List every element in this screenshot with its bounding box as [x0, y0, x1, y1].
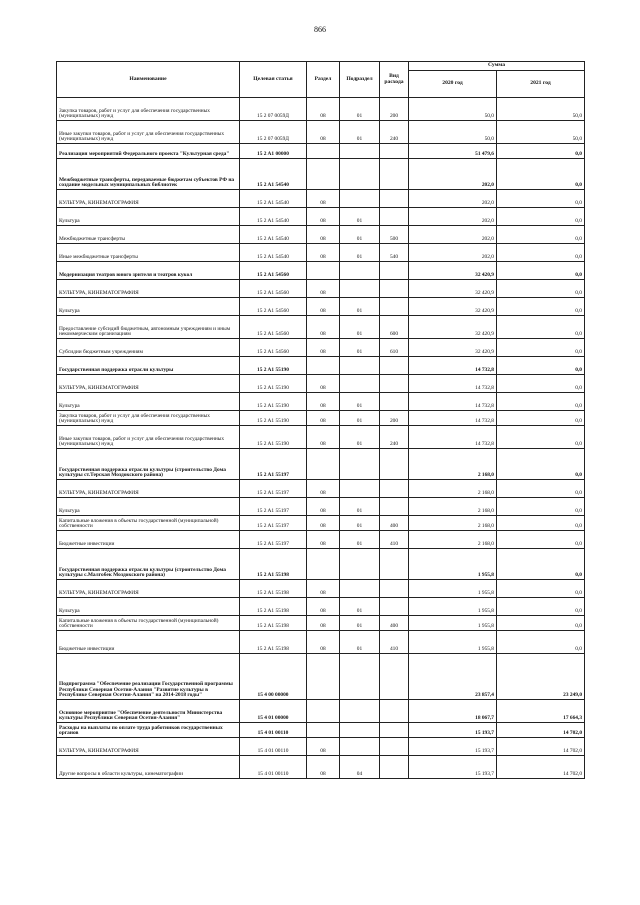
- row-section-cell: 08: [307, 498, 340, 516]
- row-target-article-cell: 15 2 A1 55198: [240, 631, 307, 654]
- row-subsection-cell: 01: [340, 516, 380, 531]
- row-subsection-cell: 01: [340, 426, 380, 449]
- table-row: [57, 738, 585, 756]
- row-target-article-cell: 15 4 00 00000: [240, 654, 307, 700]
- row-subsection-cell: 01: [340, 411, 380, 426]
- table-row: [57, 498, 585, 516]
- row-amount-2020-cell: 202,0: [409, 244, 497, 262]
- row-expense-type-cell: [380, 357, 409, 375]
- row-subsection-cell: [340, 375, 380, 393]
- row-expense-type-cell: 400: [380, 616, 409, 631]
- row-amount-2020-cell: 14 732,8: [409, 357, 497, 375]
- row-target-article-cell: 15 2 07 0059Д: [240, 98, 307, 121]
- table-row: [57, 316, 585, 339]
- row-amount-2020-cell: 202,0: [409, 208, 497, 226]
- row-section-cell: 08: [307, 516, 340, 531]
- row-expense-type-cell: [380, 654, 409, 700]
- row-amount-2021-cell: 14 702,0: [497, 756, 585, 779]
- row-target-article-cell: 15 2 A1 55190: [240, 411, 307, 426]
- row-amount-2021-cell: 0,0: [497, 516, 585, 531]
- row-section-cell: 08: [307, 316, 340, 339]
- row-name-cell: КУЛЬТУРА, КИНЕМАТОГРАФИЯ: [57, 190, 240, 208]
- row-expense-type-cell: [380, 723, 409, 738]
- row-expense-type-cell: 610: [380, 339, 409, 357]
- row-subsection-cell: [340, 280, 380, 298]
- row-amount-2021-cell: 0,0: [497, 226, 585, 244]
- row-target-article-cell: 15 4 01 00000: [240, 700, 307, 723]
- row-expense-type-cell: [380, 298, 409, 316]
- row-section-cell: [307, 549, 340, 580]
- row-name-cell: Государственная поддержка отрасли культуры (строительство Дома культуры с.Малгобек Моздокского района): [57, 549, 240, 580]
- row-name-cell: КУЛЬТУРА, КИНЕМАТОГРАФИЯ: [57, 580, 240, 598]
- row-amount-2021-cell: 0,0: [497, 411, 585, 426]
- row-expense-type-cell: [380, 393, 409, 411]
- row-amount-2021-cell: 17 664,3: [497, 700, 585, 723]
- row-target-article-cell: 15 2 A1 55190: [240, 357, 307, 375]
- row-name-cell: Культура: [57, 208, 240, 226]
- row-amount-2020-cell: 18 067,7: [409, 700, 497, 723]
- row-amount-2020-cell: 23 857,4: [409, 654, 497, 700]
- row-amount-2021-cell: 0,0: [497, 298, 585, 316]
- row-target-article-cell: 15 2 A1 55190: [240, 426, 307, 449]
- row-target-article-cell: 15 2 A1 55197: [240, 531, 307, 549]
- row-expense-type-cell: [380, 580, 409, 598]
- row-amount-2020-cell: 1 955,8: [409, 580, 497, 598]
- row-expense-type-cell: 540: [380, 244, 409, 262]
- row-amount-2020-cell: 32 420,9: [409, 339, 497, 357]
- row-amount-2021-cell: 0,0: [497, 144, 585, 159]
- row-expense-type-cell: [380, 159, 409, 190]
- row-subsection-cell: [340, 144, 380, 159]
- table-row: [57, 426, 585, 449]
- row-amount-2021-cell: 14 702,0: [497, 723, 585, 738]
- row-section-cell: 08: [307, 480, 340, 498]
- row-subsection-cell: [340, 262, 380, 280]
- row-target-article-cell: 15 4 01 00110: [240, 738, 307, 756]
- row-section-cell: 08: [307, 375, 340, 393]
- row-target-article-cell: 15 2 A1 54540: [240, 159, 307, 190]
- row-subsection-cell: [340, 738, 380, 756]
- row-subsection-cell: 04: [340, 756, 380, 779]
- table-row: [57, 480, 585, 498]
- row-section-cell: 08: [307, 190, 340, 208]
- row-section-cell: 08: [307, 121, 340, 144]
- row-section-cell: [307, 449, 340, 480]
- row-target-article-cell: 15 2 A1 00000: [240, 144, 307, 159]
- table-body: [57, 98, 585, 779]
- row-amount-2020-cell: 2 168,0: [409, 516, 497, 531]
- row-target-article-cell: 15 2 A1 54560: [240, 262, 307, 280]
- row-section-cell: [307, 723, 340, 738]
- row-subsection-cell: 01: [340, 244, 380, 262]
- row-section-cell: 08: [307, 531, 340, 549]
- table-row: [57, 298, 585, 316]
- row-name-cell: Иные закупки товаров, работ и услуг для обеспечения государственных (муниципальных) нужд: [57, 121, 240, 144]
- row-subsection-cell: [340, 357, 380, 375]
- row-section-cell: 08: [307, 756, 340, 779]
- row-name-cell: Подпрограмма "Обеспечение реализации Государственной программы Республики Северная Осетия-Алания "Развитие культуры в Республике Северная Осетия-Алания" на 2014-2018 годы": [57, 654, 240, 700]
- table-row: [57, 226, 585, 244]
- row-amount-2021-cell: 0,0: [497, 262, 585, 280]
- row-amount-2020-cell: 2 168,0: [409, 498, 497, 516]
- row-amount-2020-cell: 50,0: [409, 98, 497, 121]
- table-row: [57, 208, 585, 226]
- row-name-cell: Бюджетные инвестиции: [57, 531, 240, 549]
- row-expense-type-cell: [380, 208, 409, 226]
- row-amount-2020-cell: 2 168,0: [409, 531, 497, 549]
- row-amount-2021-cell: 0,0: [497, 159, 585, 190]
- row-name-cell: Закупка товаров, работ и услуг для обеспечения государственных (муниципальных) нужд: [57, 98, 240, 121]
- row-target-article-cell: 15 2 A1 54560: [240, 298, 307, 316]
- row-target-article-cell: 15 2 07 0059Д: [240, 121, 307, 144]
- row-section-cell: 08: [307, 738, 340, 756]
- table-row: [57, 393, 585, 411]
- row-amount-2020-cell: 51 479,6: [409, 144, 497, 159]
- row-name-cell: Государственная поддержка отрасли культуры: [57, 357, 240, 375]
- row-subsection-cell: 01: [340, 208, 380, 226]
- table-row: [57, 449, 585, 480]
- row-amount-2020-cell: 32 420,9: [409, 262, 497, 280]
- row-target-article-cell: 15 2 A1 55197: [240, 498, 307, 516]
- row-amount-2020-cell: 2 168,0: [409, 480, 497, 498]
- row-amount-2020-cell: 14 732,8: [409, 426, 497, 449]
- row-expense-type-cell: [380, 756, 409, 779]
- row-expense-type-cell: 240: [380, 121, 409, 144]
- row-amount-2021-cell: 0,0: [497, 449, 585, 480]
- row-subsection-cell: [340, 190, 380, 208]
- row-name-cell: Культура: [57, 498, 240, 516]
- row-amount-2021-cell: 0,0: [497, 357, 585, 375]
- row-name-cell: Культура: [57, 598, 240, 616]
- row-expense-type-cell: 410: [380, 531, 409, 549]
- row-target-article-cell: 15 2 A1 54560: [240, 339, 307, 357]
- table-row: [57, 411, 585, 426]
- row-amount-2020-cell: 14 732,8: [409, 375, 497, 393]
- row-target-article-cell: 15 2 A1 55198: [240, 598, 307, 616]
- row-section-cell: [307, 262, 340, 280]
- row-expense-type-cell: 200: [380, 98, 409, 121]
- header-subsection: Подраздел: [340, 62, 380, 98]
- row-amount-2020-cell: 1 955,8: [409, 631, 497, 654]
- row-name-cell: Предоставление субсидий бюджетным, автономным учреждениям и иным некоммерческим организациям: [57, 316, 240, 339]
- row-expense-type-cell: [380, 549, 409, 580]
- row-amount-2021-cell: 0,0: [497, 616, 585, 631]
- table-row: [57, 631, 585, 654]
- row-target-article-cell: 15 2 A1 55198: [240, 549, 307, 580]
- row-target-article-cell: 15 2 A1 55190: [240, 375, 307, 393]
- row-subsection-cell: [340, 159, 380, 190]
- row-subsection-cell: 01: [340, 498, 380, 516]
- table-row: [57, 516, 585, 531]
- table-row: [57, 280, 585, 298]
- table-row: [57, 339, 585, 357]
- row-subsection-cell: 01: [340, 226, 380, 244]
- row-section-cell: 08: [307, 616, 340, 631]
- row-expense-type-cell: 600: [380, 316, 409, 339]
- row-name-cell: Модернизация театров юного зрителя и театров кукол: [57, 262, 240, 280]
- row-amount-2020-cell: 14 732,8: [409, 411, 497, 426]
- row-section-cell: 08: [307, 411, 340, 426]
- row-amount-2020-cell: 202,0: [409, 190, 497, 208]
- row-expense-type-cell: 240: [380, 426, 409, 449]
- row-name-cell: Закупка товаров, работ и услуг для обеспечения государственных (муниципальных) нужд: [57, 411, 240, 426]
- row-expense-type-cell: [380, 700, 409, 723]
- row-name-cell: Государственная поддержка отрасли культуры (строительство Дома культуры ст.Терская Моздокского района): [57, 449, 240, 480]
- row-name-cell: Культура: [57, 393, 240, 411]
- row-section-cell: [307, 357, 340, 375]
- row-subsection-cell: [340, 580, 380, 598]
- table-row: [57, 98, 585, 121]
- row-amount-2021-cell: 0,0: [497, 531, 585, 549]
- row-name-cell: Капитальные вложения в объекты государственной (муниципальной) собственности: [57, 616, 240, 631]
- table-row: [57, 598, 585, 616]
- table-row: [57, 144, 585, 159]
- row-target-article-cell: 15 4 01 00110: [240, 756, 307, 779]
- row-subsection-cell: 01: [340, 316, 380, 339]
- row-section-cell: 08: [307, 393, 340, 411]
- row-section-cell: 08: [307, 98, 340, 121]
- budget-table: [56, 61, 585, 779]
- row-expense-type-cell: [380, 190, 409, 208]
- header-year-2021: 2021 год: [497, 71, 585, 98]
- header-sum: Сумма: [409, 62, 585, 71]
- row-amount-2020-cell: 50,0: [409, 121, 497, 144]
- row-expense-type-cell: [380, 480, 409, 498]
- row-expense-type-cell: 500: [380, 226, 409, 244]
- table-row: [57, 357, 585, 375]
- row-subsection-cell: 01: [340, 631, 380, 654]
- row-name-cell: Реализация мероприятий Федерального проекта "Культурная среда": [57, 144, 240, 159]
- header-section: Раздел: [307, 62, 340, 98]
- table-row: [57, 531, 585, 549]
- row-section-cell: [307, 654, 340, 700]
- row-amount-2021-cell: 50,0: [497, 98, 585, 121]
- row-amount-2020-cell: 202,0: [409, 159, 497, 190]
- table-row: [57, 121, 585, 144]
- row-amount-2021-cell: 23 249,0: [497, 654, 585, 700]
- row-amount-2021-cell: 14 702,0: [497, 738, 585, 756]
- row-amount-2021-cell: 0,0: [497, 480, 585, 498]
- row-subsection-cell: [340, 700, 380, 723]
- table-row: [57, 723, 585, 738]
- header-target-article: Целевая статья: [240, 62, 307, 98]
- row-amount-2021-cell: 0,0: [497, 316, 585, 339]
- row-expense-type-cell: 400: [380, 516, 409, 531]
- row-subsection-cell: [340, 449, 380, 480]
- row-amount-2021-cell: 0,0: [497, 631, 585, 654]
- row-amount-2020-cell: 2 168,0: [409, 449, 497, 480]
- row-name-cell: КУЛЬТУРА, КИНЕМАТОГРАФИЯ: [57, 738, 240, 756]
- row-section-cell: 08: [307, 226, 340, 244]
- row-subsection-cell: 01: [340, 121, 380, 144]
- row-target-article-cell: 15 2 A1 55197: [240, 449, 307, 480]
- row-target-article-cell: 15 2 A1 54560: [240, 316, 307, 339]
- row-amount-2020-cell: 202,0: [409, 226, 497, 244]
- row-expense-type-cell: 410: [380, 631, 409, 654]
- row-section-cell: 08: [307, 244, 340, 262]
- row-name-cell: КУЛЬТУРА, КИНЕМАТОГРАФИЯ: [57, 375, 240, 393]
- header-year-2020: 2020 год: [409, 71, 497, 98]
- row-target-article-cell: 15 2 A1 55197: [240, 480, 307, 498]
- row-section-cell: 08: [307, 208, 340, 226]
- row-name-cell: Другие вопросы в области культуры, кинематографии: [57, 756, 240, 779]
- row-name-cell: КУЛЬТУРА, КИНЕМАТОГРАФИЯ: [57, 480, 240, 498]
- row-section-cell: 08: [307, 631, 340, 654]
- row-amount-2020-cell: 1 955,8: [409, 598, 497, 616]
- row-expense-type-cell: 200: [380, 411, 409, 426]
- table-row: [57, 375, 585, 393]
- row-amount-2021-cell: 0,0: [497, 598, 585, 616]
- row-subsection-cell: 01: [340, 598, 380, 616]
- row-subsection-cell: 01: [340, 531, 380, 549]
- row-amount-2020-cell: 1 955,8: [409, 549, 497, 580]
- table-row: [57, 580, 585, 598]
- row-amount-2020-cell: 32 420,9: [409, 316, 497, 339]
- row-amount-2021-cell: 0,0: [497, 244, 585, 262]
- row-amount-2021-cell: 0,0: [497, 393, 585, 411]
- table-row: [57, 190, 585, 208]
- row-section-cell: [307, 144, 340, 159]
- table-row: [57, 616, 585, 631]
- row-section-cell: [307, 159, 340, 190]
- header-name: Наименование: [57, 62, 240, 98]
- row-section-cell: 08: [307, 580, 340, 598]
- row-amount-2021-cell: 0,0: [497, 280, 585, 298]
- row-name-cell: Капитальные вложения в объекты государственной (муниципальной) собственности: [57, 516, 240, 531]
- row-amount-2021-cell: 0,0: [497, 426, 585, 449]
- row-amount-2020-cell: 32 420,9: [409, 298, 497, 316]
- row-expense-type-cell: [380, 375, 409, 393]
- row-name-cell: Бюджетные инвестиции: [57, 631, 240, 654]
- row-name-cell: Основное мероприятие "Обеспечение деятельности Министерства культуры Республики Северная Осетия-Алания": [57, 700, 240, 723]
- row-section-cell: [307, 700, 340, 723]
- row-target-article-cell: 15 2 A1 54540: [240, 244, 307, 262]
- row-name-cell: Расходы на выплаты по оплате труда работников государственных органов: [57, 723, 240, 738]
- row-amount-2020-cell: 1 955,8: [409, 616, 497, 631]
- row-section-cell: 08: [307, 280, 340, 298]
- row-subsection-cell: [340, 723, 380, 738]
- row-name-cell: Межбюджетные трансферты: [57, 226, 240, 244]
- row-target-article-cell: 15 2 A1 54560: [240, 280, 307, 298]
- row-section-cell: 08: [307, 598, 340, 616]
- table-row: [57, 159, 585, 190]
- row-section-cell: 08: [307, 298, 340, 316]
- row-name-cell: Культура: [57, 298, 240, 316]
- row-amount-2021-cell: 50,0: [497, 121, 585, 144]
- row-expense-type-cell: [380, 262, 409, 280]
- row-subsection-cell: 01: [340, 616, 380, 631]
- row-amount-2020-cell: 15 193,7: [409, 756, 497, 779]
- row-subsection-cell: 01: [340, 339, 380, 357]
- row-subsection-cell: [340, 480, 380, 498]
- row-amount-2021-cell: 0,0: [497, 190, 585, 208]
- row-amount-2020-cell: 14 732,8: [409, 393, 497, 411]
- row-name-cell: Субсидии бюджетным учреждениям: [57, 339, 240, 357]
- table-row: [57, 700, 585, 723]
- row-section-cell: 08: [307, 339, 340, 357]
- row-subsection-cell: 01: [340, 393, 380, 411]
- row-target-article-cell: 15 2 A1 55197: [240, 516, 307, 531]
- row-name-cell: Межбюджетные трансферты, передаваемые бюджетам субъектов РФ на создание модельных муниципальных библиотек: [57, 159, 240, 190]
- row-target-article-cell: 15 2 A1 55198: [240, 616, 307, 631]
- row-subsection-cell: [340, 549, 380, 580]
- row-target-article-cell: 15 2 A1 54540: [240, 208, 307, 226]
- table-row: [57, 244, 585, 262]
- row-target-article-cell: 15 4 01 00110: [240, 723, 307, 738]
- row-expense-type-cell: [380, 280, 409, 298]
- row-name-cell: Иные закупки товаров, работ и услуг для обеспечения государственных (муниципальных) нужд: [57, 426, 240, 449]
- table-row: [57, 549, 585, 580]
- row-amount-2021-cell: 0,0: [497, 375, 585, 393]
- page-number: 866: [314, 25, 326, 34]
- table-row: [57, 756, 585, 779]
- row-section-cell: 08: [307, 426, 340, 449]
- row-amount-2021-cell: 0,0: [497, 549, 585, 580]
- row-amount-2020-cell: 15 193,7: [409, 738, 497, 756]
- row-expense-type-cell: [380, 598, 409, 616]
- row-expense-type-cell: [380, 498, 409, 516]
- row-expense-type-cell: [380, 449, 409, 480]
- row-target-article-cell: 15 2 A1 54540: [240, 226, 307, 244]
- row-subsection-cell: 01: [340, 298, 380, 316]
- row-target-article-cell: 15 2 A1 54540: [240, 190, 307, 208]
- row-subsection-cell: 01: [340, 98, 380, 121]
- row-expense-type-cell: [380, 144, 409, 159]
- row-subsection-cell: [340, 654, 380, 700]
- row-amount-2021-cell: 0,0: [497, 580, 585, 598]
- row-amount-2020-cell: 15 193,7: [409, 723, 497, 738]
- row-amount-2021-cell: 0,0: [497, 498, 585, 516]
- table-row: [57, 654, 585, 700]
- row-name-cell: Иные межбюджетные трансферты: [57, 244, 240, 262]
- table-row: [57, 262, 585, 280]
- row-target-article-cell: 15 2 A1 55190: [240, 393, 307, 411]
- row-target-article-cell: 15 2 A1 55198: [240, 580, 307, 598]
- row-expense-type-cell: [380, 738, 409, 756]
- row-amount-2021-cell: 0,0: [497, 339, 585, 357]
- row-amount-2021-cell: 0,0: [497, 208, 585, 226]
- row-amount-2020-cell: 32 420,9: [409, 280, 497, 298]
- header-expense-type: Вид расхода: [380, 62, 409, 98]
- row-name-cell: КУЛЬТУРА, КИНЕМАТОГРАФИЯ: [57, 280, 240, 298]
